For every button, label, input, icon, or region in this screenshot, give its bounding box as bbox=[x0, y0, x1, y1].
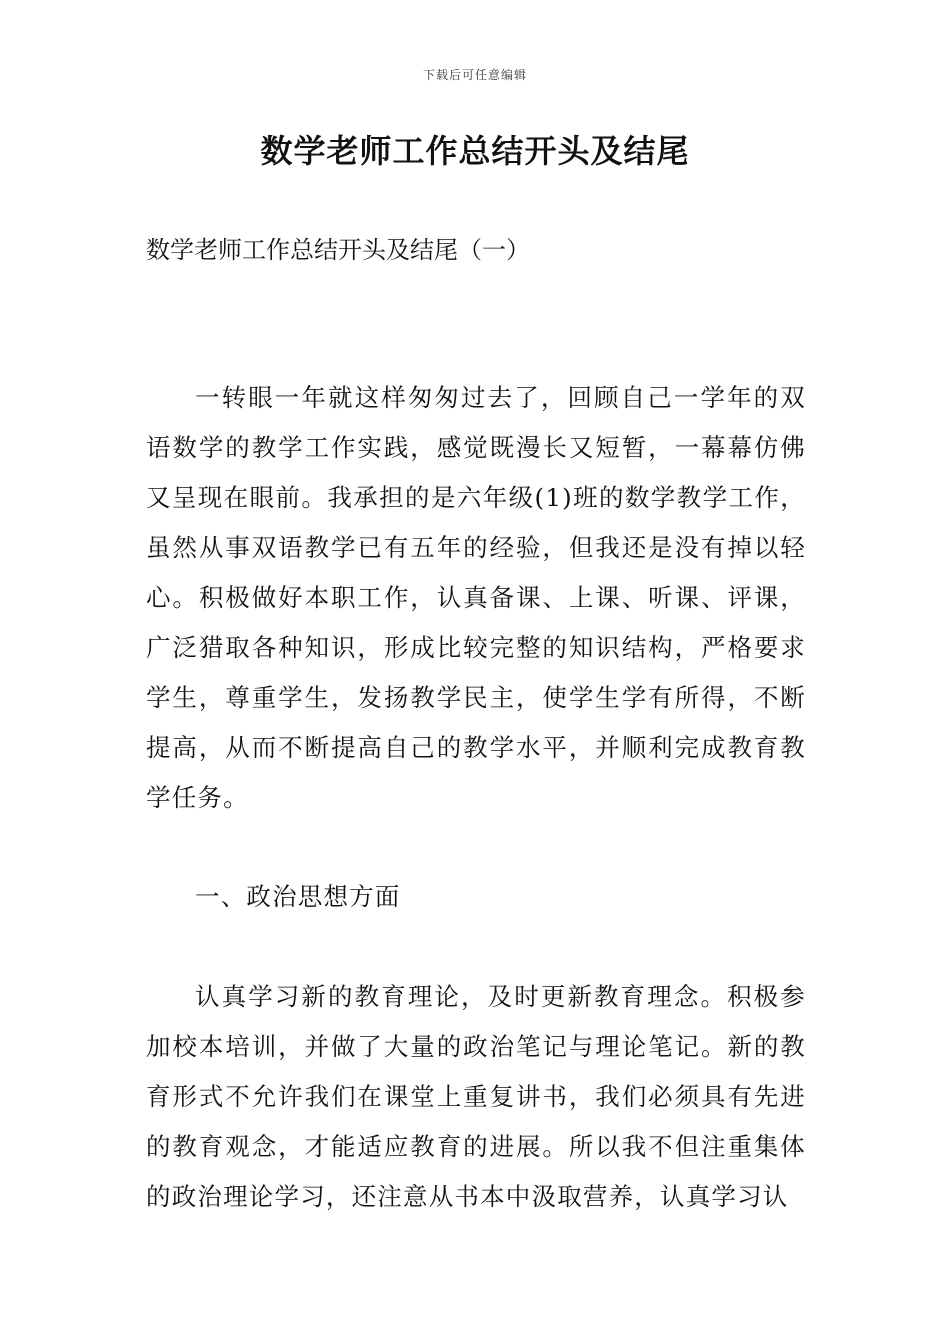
document-subtitle: 数学老师工作总结开头及结尾（一） bbox=[146, 236, 530, 264]
section-body-paragraph: 认真学习新的教育理论，及时更新教育理念。积极参加校本培训，并做了大量的政治笔记与理论笔记。新的教育形式不允许我们在课堂上重复讲书，我们必须具有先进的教育观念，才能适应教育的进展。所以我不但注重集体的政治理论学习，还注意从书本中汲取营养，认真学习认 bbox=[146, 982, 806, 1211]
section-heading: 一、政治思想方面 bbox=[195, 882, 401, 911]
intro-paragraph: 一转眼一年就这样匆匆过去了，回顾自己一学年的双语数学的教学工作实践，感觉既漫长又短暂，一幕幕仿佛又呈现在眼前。我承担的是六年级(1)班的数学教学工作，虽然从事双语教学已有五年的经验，但我还是没有掉以轻心。积极做好本职工作，认真备课、上课、听课、评课，广泛猎取各种知识，形成比较完整的知识结构，严格要求学生，尊重学生，发扬教学民主，使学生学有所得，不断提高，从而不断提高自己的教学水平，并顺利完成教育教学任务。 bbox=[146, 383, 806, 812]
header-note: 下载后可任意编辑 bbox=[422, 68, 527, 82]
document-title: 数学老师工作总结开头及结尾 bbox=[260, 132, 690, 170]
